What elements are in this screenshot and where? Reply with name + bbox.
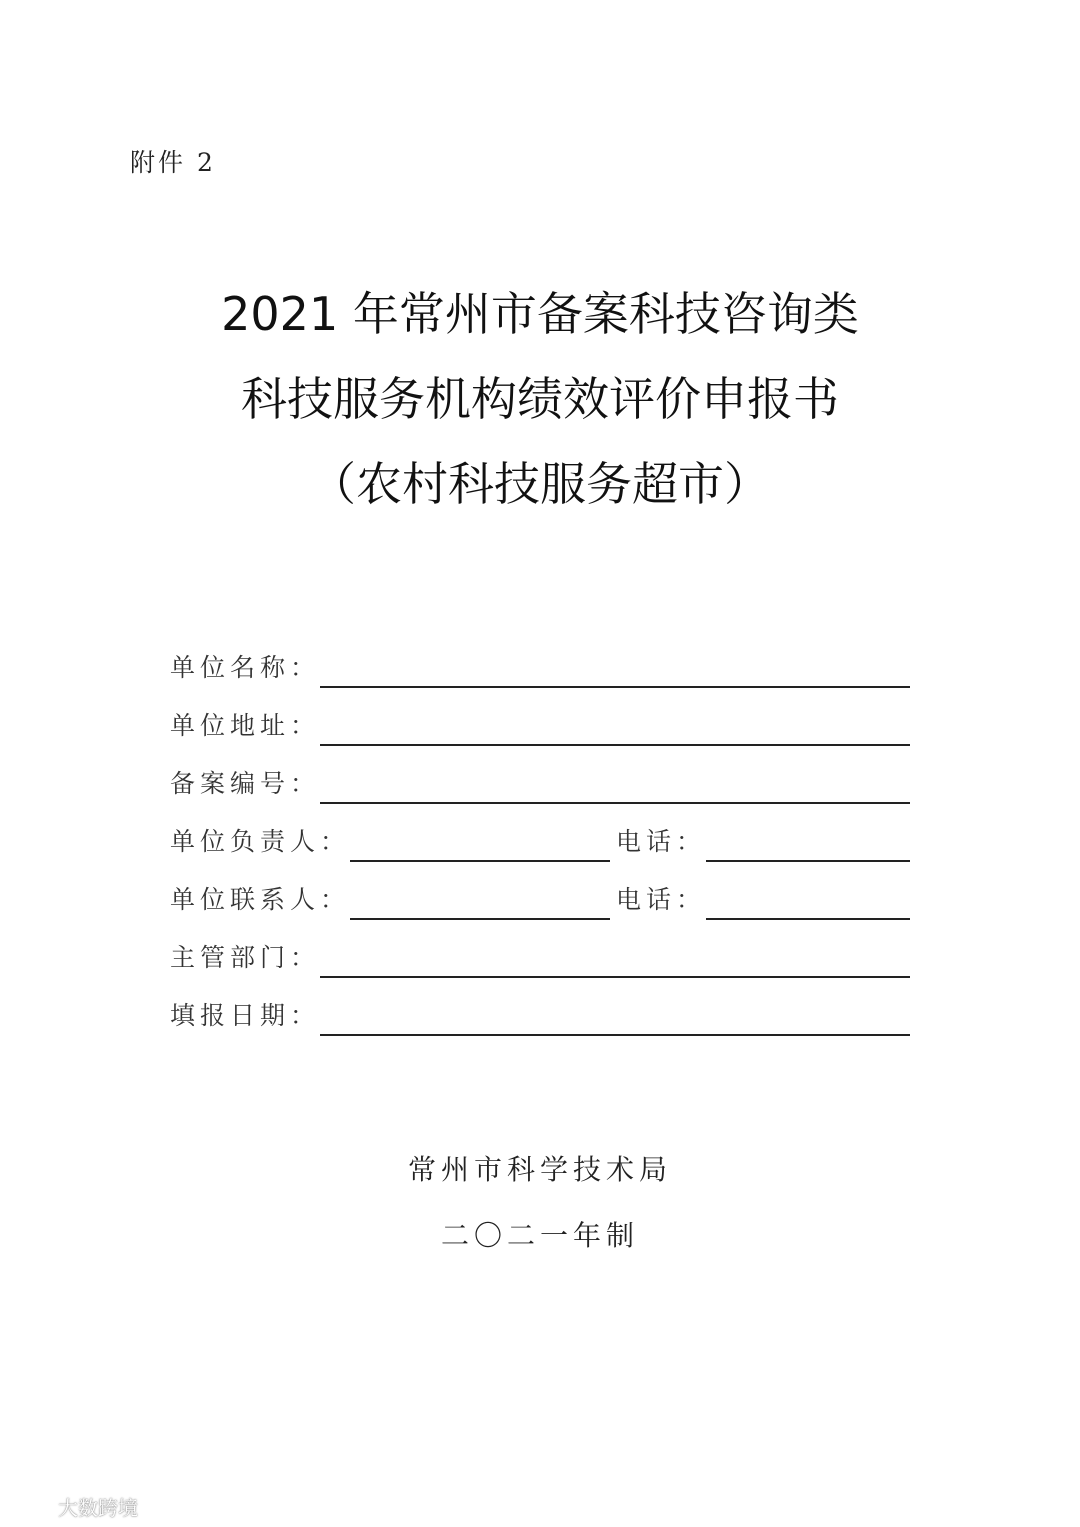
unit-contact-field[interactable] [350, 882, 610, 920]
issue-year: 二〇二一年制 [440, 1219, 639, 1252]
unit-address-label: 单位地址： [170, 711, 321, 740]
record-number-label: 备案编号： [170, 769, 321, 798]
title-line-2: 科技服务机构绩效评价申报书 [241, 372, 839, 426]
supervisor-field[interactable] [320, 940, 910, 978]
unit-name-field[interactable] [320, 650, 910, 688]
application-form [170, 630, 910, 1036]
unit-contact-label: 单位联系人： [170, 885, 351, 914]
issuer: 常州市科学技术局 [407, 1153, 672, 1186]
unit-contact-phone-label: 电话： [616, 885, 707, 914]
supervisor-label: 主管部门： [170, 943, 321, 972]
form-row-supervisor [170, 920, 910, 978]
unit-head-field[interactable] [350, 824, 610, 862]
watermark [10, 1492, 138, 1521]
fill-date-field[interactable] [320, 998, 910, 1036]
fill-date-label: 填报日期： [170, 1001, 321, 1030]
unit-head-phone-field[interactable] [706, 824, 910, 862]
document-title [0, 272, 1080, 527]
form-row-record-number [170, 746, 910, 804]
attachment-label: 附件 2 [130, 148, 216, 177]
form-row-unit-address [170, 688, 910, 746]
unit-address-field[interactable] [320, 708, 910, 746]
watermark-text: 大数跨境 [58, 1496, 138, 1520]
record-number-field[interactable] [320, 766, 910, 804]
unit-name-label: 单位名称： [170, 653, 321, 682]
form-row-unit-contact [170, 862, 910, 920]
form-row-unit-head [170, 804, 910, 862]
unit-head-phone-label: 电话： [616, 827, 707, 856]
form-row-fill-date [170, 978, 910, 1036]
unit-head-label: 单位负责人： [170, 827, 351, 856]
title-line-1: 2021 年常州市备案科技咨询类 [221, 287, 859, 341]
title-line-3: （农村科技服务超市） [310, 457, 770, 511]
form-row-unit-name [170, 630, 910, 688]
unit-contact-phone-field[interactable] [706, 882, 910, 920]
watermark-logo-icon [10, 1496, 54, 1518]
